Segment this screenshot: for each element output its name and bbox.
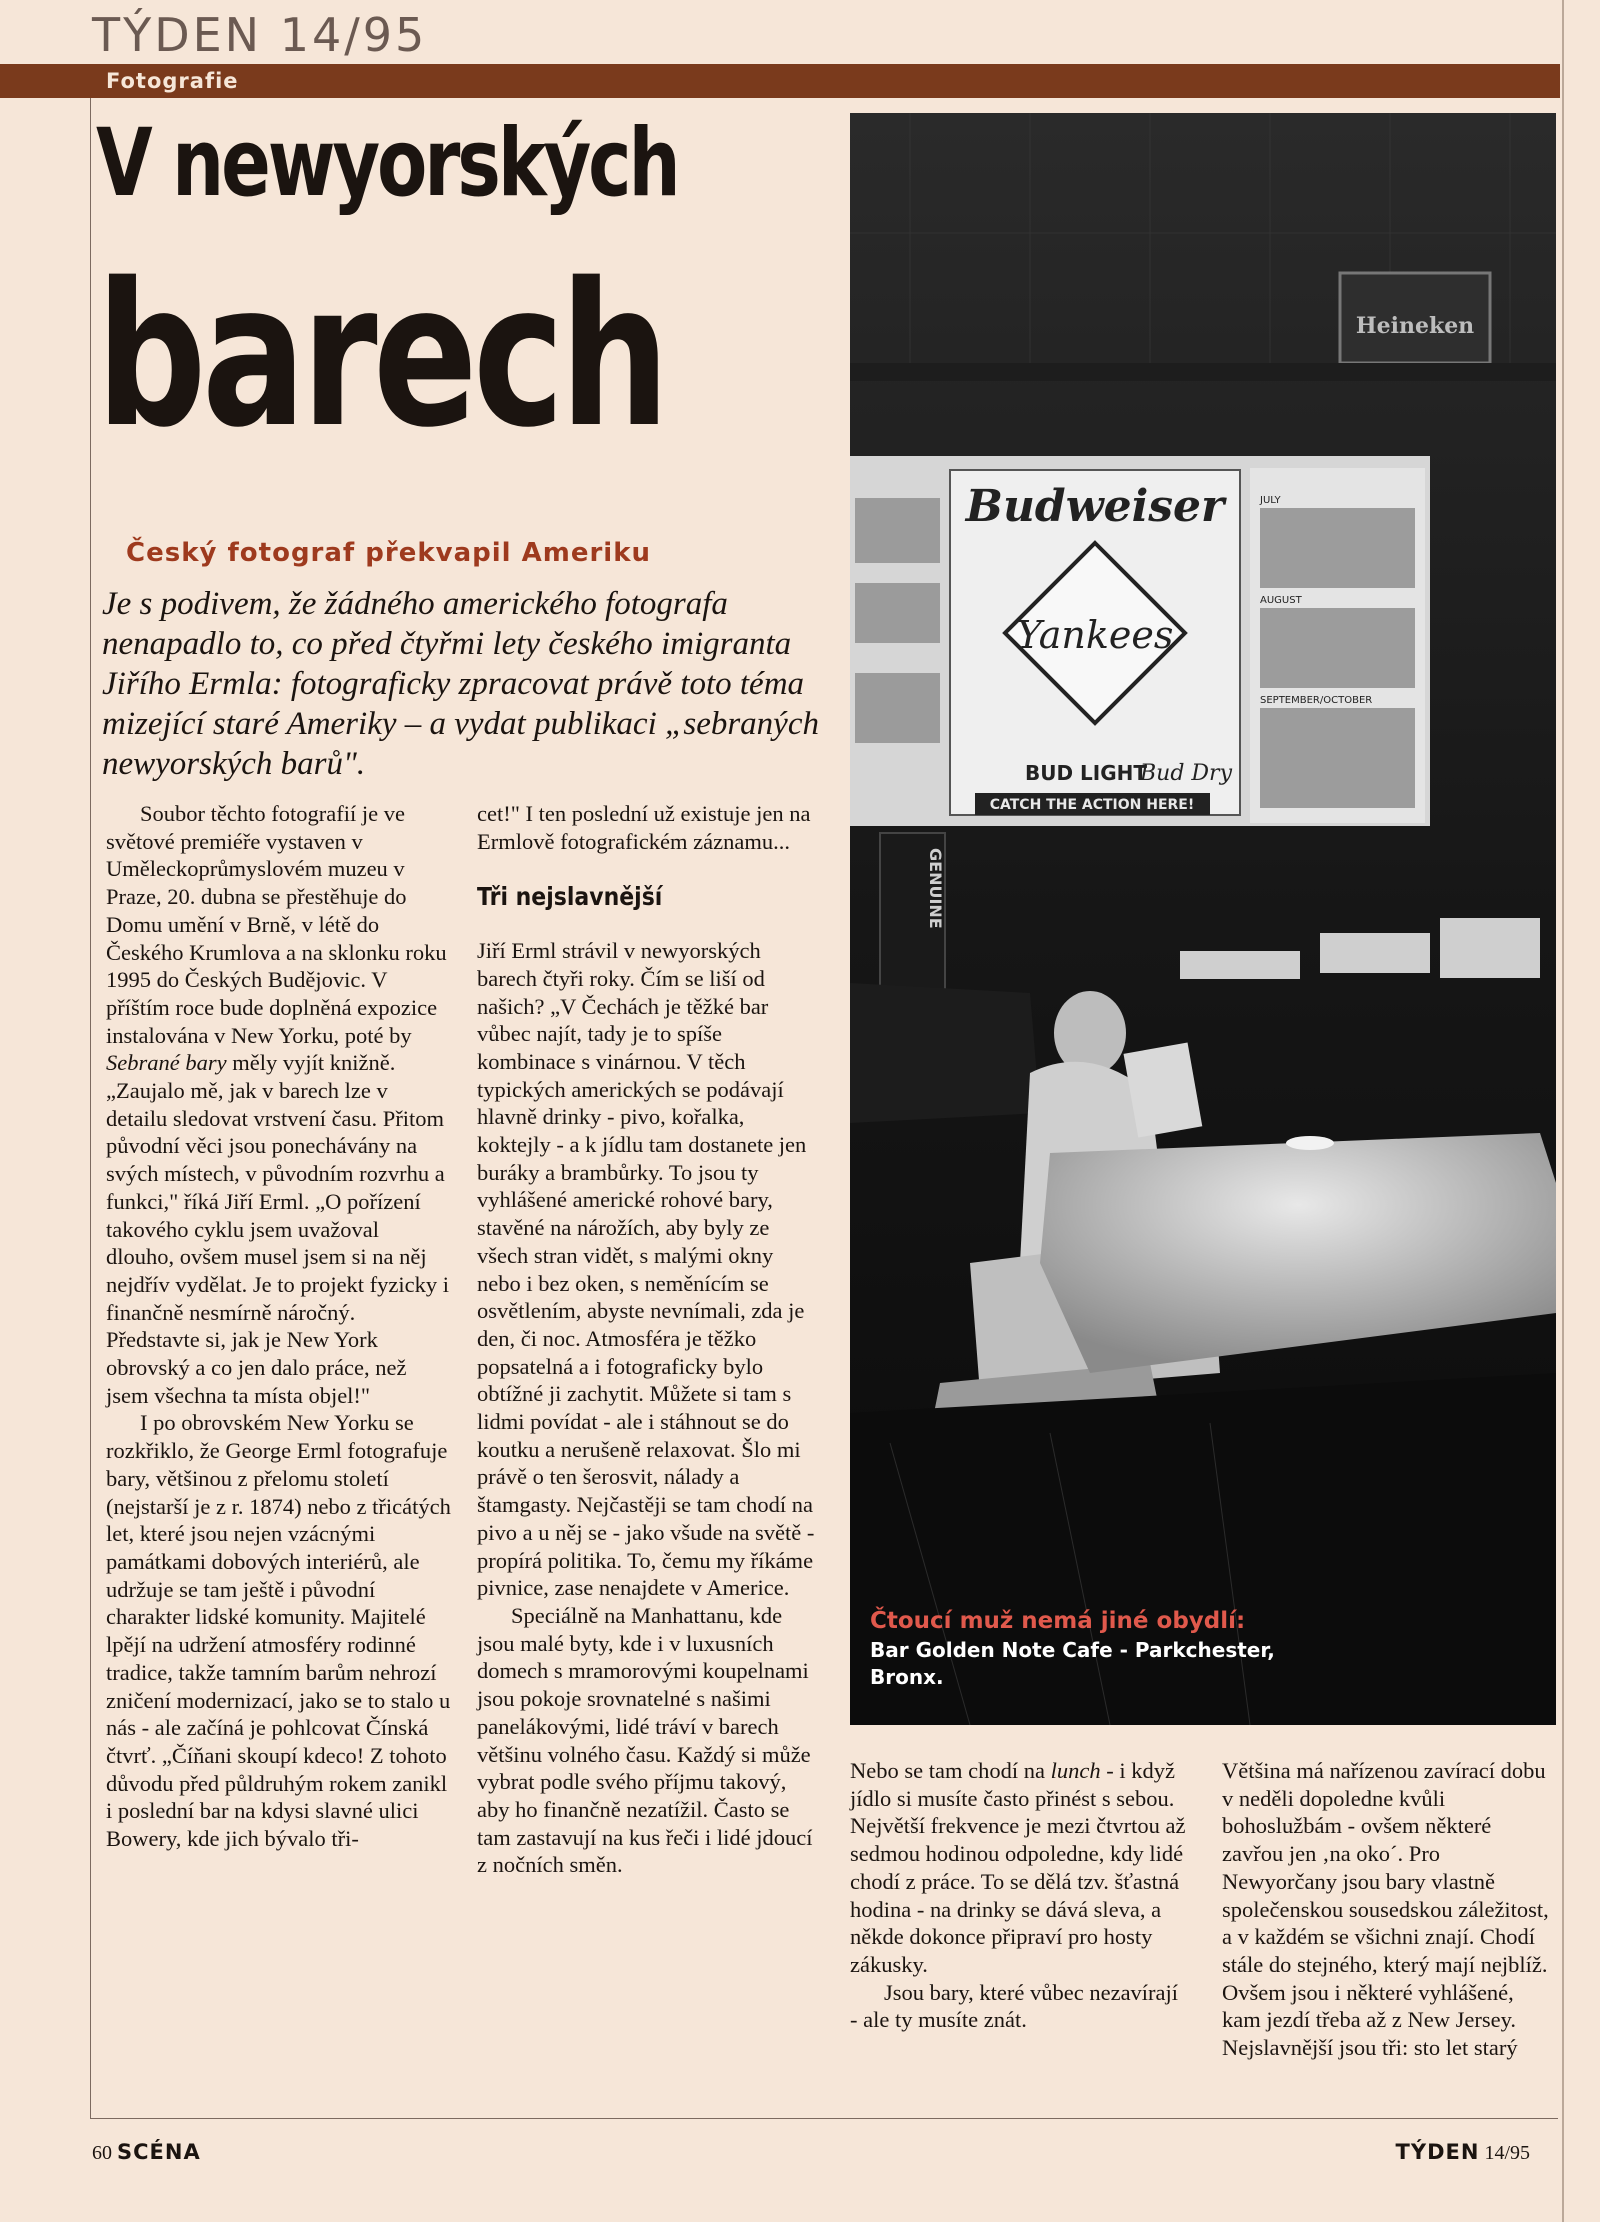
photo-caption-title: Čtoucí muž nemá jiné obydlí:	[870, 1608, 1246, 1634]
photo-caption-text: Bar Golden Note Cafe - Parkchester, Bronx.	[870, 1638, 1275, 1689]
page-number: 60	[92, 2142, 112, 2164]
paragraph: I po obrovském New Yorku se rozkřiklo, že George Erml fotografuje bary, většinou z přelomu století (nejstarší je z r. 1874) nebo z třicátých let, které jsou nejen vzácnými památkami dobových interiérů, ale udržuje se tam ještě i původní charakter lidské komunity. Majitelé lpějí na udržení atmosféry rodinné tradice, takže tamním barům nehrozí zničení modernizací, jako se to stalo u nás - ale začíná je pohlcovat Čínská čtvrť. „Číňani skoupí kdeco! Z tohoto důvodu před půldruhým rokem zanikl i poslední bar na kdysi slavné ulici Bowery, kde jich bývalo tři-	[106, 1410, 451, 1852]
magazine-section: SCÉNA	[117, 2140, 201, 2164]
paragraph: Jsou bary, které vůbec nezavírají - ale ty musíte znát.	[850, 1979, 1179, 2033]
lead-paragraph: Je s podivem, že žádného amerického fotografa nenapadlo to, co před čtyřmi lety českého imigranta Jiřího Ermla: fotograficky zpracovat právě toto téma mizející staré Ameriky – a vydat publikaci „sebraných newyorských barů".	[102, 586, 819, 782]
paragraph	[850, 1757, 1190, 1979]
calendar-sepoct: SEPTEMBER/OCTOBER	[1260, 695, 1373, 706]
bud-light-label: BUD LIGHT	[1025, 761, 1148, 785]
paragraph: cet!" I ten poslední už existuje jen na Ermlově fotografickém záznamu...	[477, 801, 811, 854]
bud-dry-label: Bud Dry	[1140, 761, 1232, 786]
text-run: Soubor těchto fotografií je ve světové premiéře vystaven v Uměleckoprůmyslovém muzeu v Praze, 20. dubna se přestěhuje do Domu umění v Brně, v létě do Českého Krumlova a na sklonku roku 1995 do Českých Budějovic. V příštím roce bude doplněná expozice instalována v New Yorku, poté by	[106, 801, 447, 1048]
text-run: Nebo se tam chodí na	[850, 1758, 1051, 1783]
subtitle: Český fotograf překvapil Ameriku	[126, 538, 652, 568]
yankees-logo: Yankees	[1016, 613, 1174, 657]
issue-number: 14/95	[1484, 2142, 1530, 2164]
paragraph: Jiří Erml strávil v newyorských barech čtyři roky. Čím se liší od našich? „V Čechách je těžké bar vůbec najít, tady je to spíše kombinace s vinárnou. V těch typických amerických se podávají hlavně drinky - pivo, kořalka, koktejly - a k jídlu tam dostanete jen buráky a brambůrky. To jsou ty vyhlášené americké rohové bary, stavěné na nárožích, aby byly ze všech stran vidět, s malými okny nebo i bez oken, s neměnícím se osvětlením, abyste nevnímali, zda je den, či noc. Atmosféra je těžko popsatelná a i fotograficky bylo obtížné ji zachytit. Můžete si tam s lidmi povídat - ale i stáhnout se do koutku a nerušeně relaxovat. Šlo mi právě o ten šerosvit, nálady a štamgasty. Nejčastěji se tam chodí na pivo a u něj se - jako všude na světě - propírá politika. To, čemu my říkáme pivnice, zase nenajdete v Americe.	[477, 938, 815, 1601]
magazine-name: TÝDEN	[1395, 2140, 1480, 2164]
heineken-sign-text: Heineken	[1355, 313, 1475, 339]
body-column-3	[850, 1757, 1190, 2034]
bar-photo-illustration	[850, 113, 1556, 1725]
text-run: - i když jídlo si musíte často přinést s sebou. Největší frekvence je mezi čtvrtou až sedmou hodinou odpoledne, kdy lidé chodí z práce. To se dělá tzv. šťastná hodina - na drinky se dává sleva, a někde dokonce připraví pro hosty zákusky.	[850, 1758, 1186, 1977]
section-label: Fotografie	[96, 64, 251, 98]
page-edge-line	[1562, 0, 1564, 2222]
body-column-1	[106, 800, 451, 1853]
frame-left-rule	[90, 98, 91, 2118]
paragraph: Speciálně na Manhattanu, kde jsou malé byty, kde i v luxusních domech s mramorovými koupelnami jsou pokoje srovnatelné s našimi panelákovými, lidé tráví v barech většinu volného času. Každý si může vybrat podle svého příjmu takový, aby ho finančně nezatížil. Často se tam zastavují na kus řeči i lidé jdoucí z nočních směn.	[477, 1602, 813, 1878]
genuine-sign: GENUINE	[926, 848, 945, 929]
body-column-2	[477, 800, 817, 1879]
budweiser-logo: Budweiser	[965, 481, 1225, 532]
catch-action-slogan: CATCH THE ACTION HERE!	[989, 797, 1195, 813]
text-run: měly vyjít knižně. „Zaujalo mě, jak v barech lze v detailu sledovat vrstvení času. Přitom původní věci jsou ponechávány na svých místech, v původním rozvrhu a funkci," říká Jiří Erml. „O pořízení takového cyklu jsem uvažoval dlouho, ovšem musel jsem si na něj nejdřív vydělat. Je to projekt fyzicky i finančně nesmírně náročný. Představte si, jak je New York obrovský a co jen dalo práce, než jsem všechna ta místa objel!"	[106, 1050, 450, 1408]
paragraph	[106, 800, 451, 1409]
paragraph: Většina má nařízenou zavírací dobu v neděli dopoledne kvůli bohoslužbám - ovšem některé zavřou jen ‚na oko´. Pro Newyorčany jsou bary vlastně společenskou sousedskou záležitost, a v každém se všichni znají. Chodí stále do stejného, který mají nejblíž. Ovšem jsou i některé vyhlášené, kam jezdí třeba až z New Jersey. Nejslavnější jsou tři: sto let starý	[1222, 1758, 1549, 2061]
photo-bar-interior	[850, 113, 1556, 1725]
subheading: Tři nejslavnější	[477, 882, 663, 912]
book-title: Sebrané bary	[106, 1050, 227, 1076]
headline-line-2: barech	[96, 240, 666, 471]
footer-rule	[90, 2118, 1558, 2119]
italic-word: lunch	[1050, 1758, 1101, 1783]
headline-line-1: V newyorských	[96, 109, 678, 218]
footer-right	[1396, 2140, 1530, 2165]
handwritten-note: TÝDEN 14/95	[92, 8, 428, 62]
footer-left	[92, 2140, 201, 2165]
calendar-august: AUGUST	[1260, 595, 1302, 606]
calendar-july: JULY	[1260, 495, 1281, 506]
body-column-4	[1222, 1757, 1552, 2062]
